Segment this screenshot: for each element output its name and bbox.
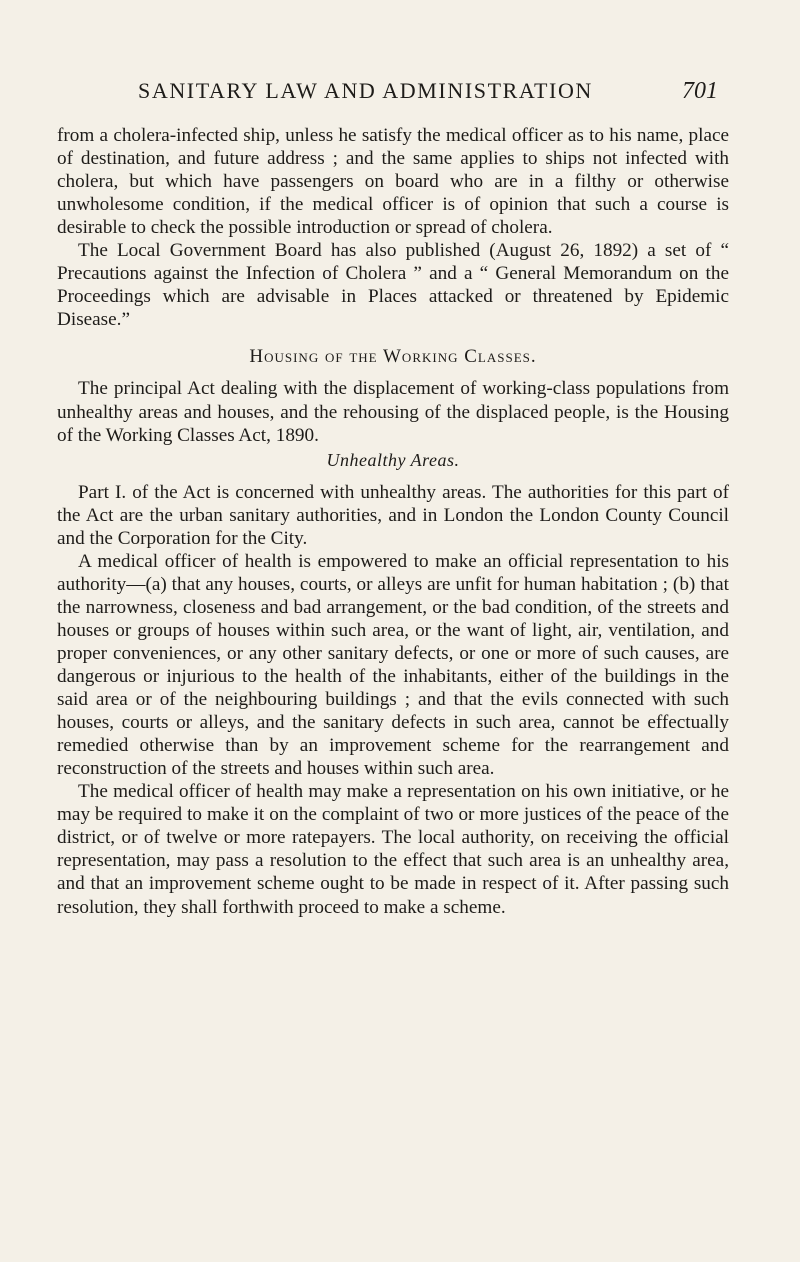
paragraph-representation: A medical officer of health is empowered to make an official representation to his authority—(a) that any houses, courts, or alleys are unfit for human habitation ; (b) that the narrowness, closeness and bad arrangement, or the bad condition, of the streets and houses or groups of houses within such area, or the want of light, air, ventilation, and proper conveniences, or any other sanitary defects, or one or more of such causes, are dangerous or injurious to the health of the inhabitants, either of the buildings in the said area or of the neighbouring buildings ; and that the evils connected with such houses, courts or alleys, and the sanitary defects in such area, cannot be effectually remedied otherwise than by an improvement scheme for the rearrangement and reconstruction of the streets and houses within such area. [57,550,729,780]
paragraph-part-one: Part I. of the Act is concerned with unhealthy areas. The authorities for this part of the Act are the urban sanitary authorities, and in London the London County Council and the Corporation for the City. [57,481,729,549]
section-heading: Housing of the Working Classes. [249,346,537,368]
paragraph-cholera-ships: from a cholera-infected ship, unless he satisfy the medical officer as to his name, place of destination, and future address ; and the same applies to ships not infected with cholera, but which have passengers on board who are in a filthy or otherwise unwholesome condition, if the medical officer is of opinion that such a course is desirable to check the possible introduction or spread of cholera. [57,125,729,239]
page-number: 701 [682,78,718,104]
body-text [57,124,729,919]
paragraph-housing-act: The principal Act dealing with the displacement of working-class populations from unhealthy areas and houses, and the rehousing of the displaced people, is the Housing of the Working Classes Act, 1890. [57,378,729,446]
paragraph-initiative: The medical officer of health may make a representation on his own initiative, or he may be required to make it on the complaint of two or more justices of the peace of the district, or of twelve or more ratepayers. The local authority, on receiving the official representation, may pass a resolution to the effect that such area is an unhealthy area, and that an improvement scheme ought to be made in respect of it. After passing such resolution, they shall forthwith proceed to make a scheme. [57,781,729,918]
paragraph-lgb-precautions: The Local Government Board has also published (August 26, 1892) a set of “ Precautions against the Infection of Cholera ” and a “ General Memorandum on the Proceedings which are advisable in Places attacked or threatened by Epidemic Disease.” [57,240,729,331]
running-head: SANITARY LAW AND ADMINISTRATION [138,78,593,103]
page-header [138,78,718,112]
subsection-heading: Unhealthy Areas. [326,449,460,470]
